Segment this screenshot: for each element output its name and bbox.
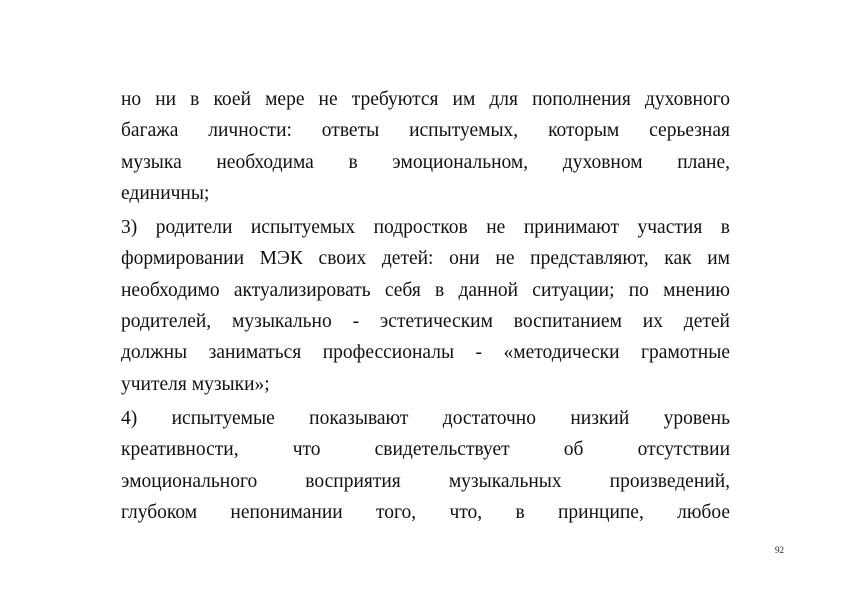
text-line: родителей, музыкально - эстетическим воспитанием их детей	[121, 311, 730, 333]
text-line: но ни в коей мере не требуются им для пополнения духовного	[121, 89, 730, 110]
text-line: креативности, что свидетельствует об отсутствии	[121, 439, 730, 461]
text-line: 3) родители испытуемых подростков не принимают участия в	[121, 217, 730, 239]
text-line: необходимо актуализировать себя в данной ситуации; по мнению	[121, 279, 730, 301]
text-line: формировании МЭК своих детей: они не представляют, как им	[121, 248, 730, 270]
paragraph-1	[121, 84, 730, 209]
text-line: эмоционального восприятия музыкальных произведений,	[121, 470, 730, 492]
text-line: 4) испытуемые показывают достаточно низкий уровень	[121, 407, 730, 429]
text-line: музыка необходима в эмоциональном, духовном плане,	[121, 151, 730, 173]
text-line: глубоком непонимании того, что, в принципе, любое	[121, 501, 730, 523]
text-line: должны заниматься профессионалы - «методически грамотные	[121, 342, 730, 364]
body-text	[121, 84, 730, 528]
paragraph-3	[121, 403, 730, 528]
text-line: учителя музыки»;	[121, 373, 270, 395]
text-line: багажа личности: ответы испытуемых, которым серьезная	[121, 120, 730, 142]
paragraph-2	[121, 212, 730, 400]
page-number: 92	[775, 545, 784, 555]
text-line: единичны;	[121, 182, 210, 204]
